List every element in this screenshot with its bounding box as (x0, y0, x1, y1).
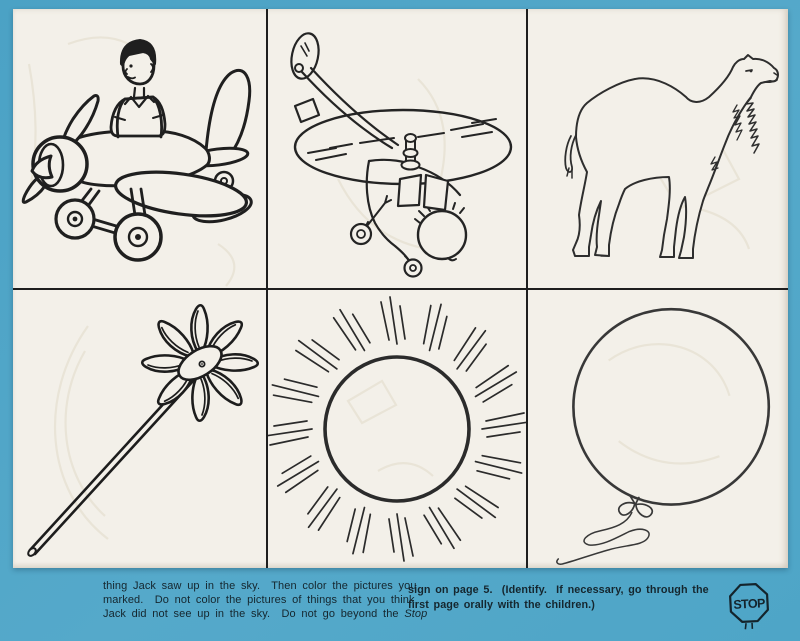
sun-drawing (268, 290, 526, 568)
teacher-instructions-right (408, 583, 709, 613)
teacher-instructions-left (103, 579, 427, 621)
stop-word-italic: Stop (404, 608, 428, 620)
instruction-line (103, 607, 427, 621)
cell-airplane (13, 9, 268, 290)
cell-helicopter (268, 9, 528, 290)
pinwheel-drawing (13, 290, 266, 568)
stop-sign (722, 581, 776, 633)
cell-sun (268, 290, 528, 568)
helicopter-drawing (268, 9, 526, 288)
camel-drawing (528, 9, 788, 288)
worksheet-page (13, 9, 788, 568)
print-bleed-ghost (55, 326, 108, 539)
balloon-drawing (528, 290, 788, 568)
cell-balloon (528, 290, 788, 568)
cell-camel (528, 9, 788, 290)
stop-sign-label: STOP (732, 596, 766, 612)
airplane-drawing (13, 9, 266, 288)
instruction-line: marked. Do not color the pictures of things that you think (103, 594, 415, 606)
instruction-line: sign on page 5. (Identify. If necessary, go through the (408, 584, 709, 596)
cell-pinwheel (13, 290, 268, 568)
stop-sign-icon (722, 581, 776, 633)
instruction-line: thing Jack saw up in the sky. Then color the pictures you (103, 580, 417, 592)
instruction-line: first page orally with the children.) (408, 599, 595, 611)
print-bleed-ghost (348, 381, 433, 476)
print-bleed-ghost (609, 344, 730, 463)
instruction-text: Jack did not see up in the sky. Do not go beyond the (103, 608, 405, 620)
